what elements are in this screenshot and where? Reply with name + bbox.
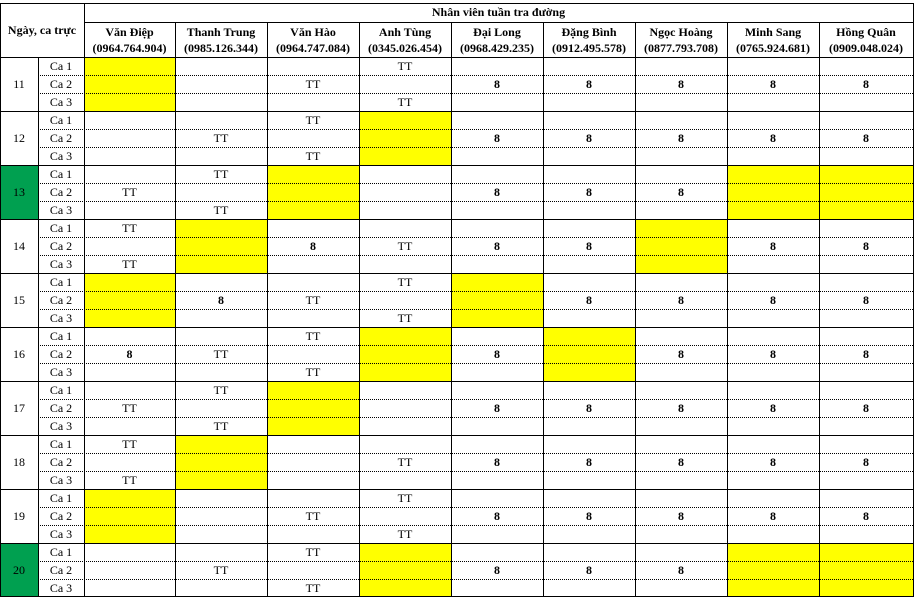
duty-cell: 8 (494, 238, 500, 253)
duty-cell: 8 (863, 76, 869, 91)
dotted-line (38, 147, 913, 148)
shift-label: Ca 3 (49, 94, 73, 109)
shift-label: Ca 2 (49, 184, 73, 199)
staff-name: Thanh Trung (186, 24, 256, 39)
duty-cell: 8 (586, 454, 592, 469)
off-day-block (727, 543, 819, 597)
day-separator (0, 219, 914, 220)
duty-cell: 8 (494, 562, 500, 577)
shift-label: Ca 2 (49, 400, 73, 415)
dotted-line (38, 453, 913, 454)
day-separator (0, 165, 914, 166)
day-separator (0, 596, 914, 597)
staff-phone: (0877.793.708) (644, 40, 718, 55)
shift-label: Ca 2 (49, 292, 73, 307)
duty-cell: 8 (494, 346, 500, 361)
dotted-line (38, 561, 913, 562)
left-border (0, 3, 1, 597)
day-separator (0, 327, 914, 328)
staff-header-8 (727, 22, 819, 57)
staff-header-5 (451, 22, 543, 57)
shift-label: Ca 3 (49, 418, 73, 433)
duty-cell: TT (213, 202, 229, 217)
shift-label: Ca 3 (49, 580, 73, 595)
duty-cell: TT (397, 526, 413, 541)
staff-phone: (0968.429.235) (460, 40, 534, 55)
duty-cell: 8 (678, 292, 684, 307)
duty-cell: 8 (586, 130, 592, 145)
staff-phone: (0964.747.084) (276, 40, 350, 55)
dotted-line (38, 525, 913, 526)
staff-name: Ngọc Hoàng (649, 24, 713, 39)
duty-cell: TT (305, 544, 321, 559)
day-separator (0, 57, 914, 58)
duty-cell: TT (305, 364, 321, 379)
shift-label: Ca 1 (49, 490, 73, 505)
day-cell-16: 16 (13, 346, 25, 361)
shift-label: Ca 1 (49, 382, 73, 397)
staff-name: Đặng Bình (561, 24, 617, 39)
staff-phone: (0345.026.454) (368, 40, 442, 55)
duty-cell: 8 (770, 238, 776, 253)
duty-cell: TT (305, 292, 321, 307)
duty-cell: TT (305, 580, 321, 595)
duty-cell: TT (122, 472, 137, 487)
duty-cell: 8 (586, 562, 592, 577)
duty-cell: 8 (863, 454, 869, 469)
off-day-block (359, 327, 451, 381)
corner-header: Ngày, ca trực (7, 22, 77, 37)
duty-cell: 8 (494, 76, 500, 91)
duty-cell: TT (122, 184, 137, 199)
off-day-block (819, 165, 913, 219)
staff-phone: (0765.924.681) (736, 40, 810, 55)
dotted-line (38, 255, 913, 256)
duty-cell: 8 (494, 400, 500, 415)
day-separator (0, 489, 914, 490)
shift-label: Ca 1 (49, 220, 73, 235)
shift-label: Ca 3 (49, 472, 73, 487)
day-cell-19: 19 (13, 508, 25, 523)
shift-label: Ca 1 (49, 436, 73, 451)
shift-label: Ca 2 (49, 76, 73, 91)
shift-label: Ca 2 (49, 130, 73, 145)
staff-name: Văn Điệp (105, 24, 154, 39)
dotted-line (38, 399, 913, 400)
duty-cell: 8 (586, 400, 592, 415)
duty-cell: 8 (863, 346, 869, 361)
duty-cell: TT (213, 382, 229, 397)
staff-header-4 (359, 22, 451, 57)
staff-name: Đại Long (473, 24, 521, 39)
shift-label: Ca 1 (49, 544, 73, 559)
staff-name: Minh Sang (744, 24, 802, 39)
duty-cell: 8 (494, 130, 500, 145)
header-divider (84, 22, 914, 23)
staff-header-2 (175, 22, 267, 57)
dotted-line (38, 417, 913, 418)
dotted-line (38, 93, 913, 94)
shift-label: Ca 2 (49, 346, 73, 361)
dotted-line (38, 471, 913, 472)
duty-cell: 8 (586, 76, 592, 91)
duty-cell: 8 (586, 508, 592, 523)
dotted-line (38, 75, 913, 76)
off-day-block (635, 219, 727, 273)
group-header: Nhân viên tuần tra đường (431, 5, 566, 19)
duty-cell: 8 (770, 292, 776, 307)
duty-cell: TT (397, 274, 413, 289)
staff-header-1 (84, 22, 175, 57)
staff-name: Hồng Quân (836, 24, 896, 39)
day-cell-14: 14 (13, 238, 25, 253)
day-separator (0, 543, 914, 544)
table-top-border (0, 3, 914, 4)
duty-cell: 8 (678, 508, 684, 523)
duty-cell: TT (397, 454, 413, 469)
staff-header-3 (267, 22, 359, 57)
staff-name: Văn Hào (290, 24, 336, 39)
duty-cell: 8 (678, 184, 684, 199)
duty-cell: 8 (770, 130, 776, 145)
shift-label: Ca 2 (49, 562, 73, 577)
day-cell-20: 20 (0, 543, 38, 597)
duty-cell: TT (213, 418, 229, 433)
dotted-line (38, 579, 913, 580)
duty-cell: TT (397, 58, 413, 73)
off-day-block (267, 165, 359, 219)
shift-label: Ca 1 (49, 58, 73, 73)
duty-cell: TT (305, 328, 321, 343)
off-day-block (727, 165, 819, 219)
shift-label: Ca 3 (49, 526, 73, 541)
dotted-line (38, 237, 913, 238)
duty-cell: TT (397, 238, 413, 253)
duty-cell: 8 (494, 184, 500, 199)
staff-phone: (0985.126.344) (184, 40, 258, 55)
off-day-block (84, 57, 175, 111)
off-day-block (175, 219, 267, 273)
staff-phone: (0912.495.578) (552, 40, 626, 55)
shift-label: Ca 3 (49, 364, 73, 379)
off-day-block (84, 489, 175, 543)
dotted-line (38, 363, 913, 364)
shift-label: Ca 2 (49, 238, 73, 253)
off-day-block (451, 273, 543, 327)
duty-cell: 8 (770, 76, 776, 91)
duty-cell: 8 (678, 400, 684, 415)
duty-cell: TT (397, 94, 413, 109)
dotted-line (38, 129, 913, 130)
off-day-block (543, 327, 635, 381)
dotted-line (38, 201, 913, 202)
duty-cell: TT (305, 76, 321, 91)
staff-header-9 (819, 22, 913, 57)
staff-phone: (0909.048.024) (829, 40, 903, 55)
shift-label: Ca 1 (49, 112, 73, 127)
duty-cell: TT (397, 490, 413, 505)
duty-cell: TT (305, 148, 321, 163)
duty-cell: 8 (770, 508, 776, 523)
duty-cell: TT (122, 436, 137, 451)
day-cell-13: 13 (0, 165, 38, 219)
staff-name: Anh Tùng (378, 24, 432, 39)
duty-cell: 8 (586, 238, 592, 253)
shift-label: Ca 1 (49, 166, 73, 181)
off-day-block (359, 111, 451, 165)
day-cell-18: 18 (13, 454, 25, 469)
duty-cell: 8 (863, 508, 869, 523)
day-cell-17: 17 (13, 400, 25, 415)
duty-cell: 8 (218, 292, 224, 307)
day-cell-11: 11 (13, 76, 25, 91)
duty-cell: 8 (770, 454, 776, 469)
off-day-block (175, 435, 267, 489)
duty-cell: 8 (863, 238, 869, 253)
duty-cell: TT (213, 130, 229, 145)
shift-label: Ca 1 (49, 274, 73, 289)
day-cell-15: 15 (13, 292, 25, 307)
duty-cell: 8 (678, 562, 684, 577)
duty-cell: 8 (678, 76, 684, 91)
shift-label: Ca 2 (49, 508, 73, 523)
duty-cell: TT (122, 256, 137, 271)
dotted-line (38, 291, 913, 292)
day-separator (0, 273, 914, 274)
duty-cell: 8 (678, 346, 684, 361)
duty-cell: 8 (586, 184, 592, 199)
duty-cell: TT (122, 400, 137, 415)
shift-label: Ca 3 (49, 148, 73, 163)
duty-cell: 8 (863, 400, 869, 415)
duty-cell: TT (122, 220, 137, 235)
day-separator (0, 111, 914, 112)
duty-cell: TT (213, 562, 229, 577)
day-separator (0, 381, 914, 382)
off-day-block (267, 381, 359, 435)
duty-cell: 8 (770, 346, 776, 361)
shift-label: Ca 1 (49, 328, 73, 343)
day-cell-12: 12 (13, 130, 25, 145)
duty-cell: 8 (494, 454, 500, 469)
duty-cell: 8 (770, 400, 776, 415)
staff-phone: (0964.764.904) (92, 40, 167, 55)
duty-cell: 8 (678, 454, 684, 469)
shift-label: Ca 3 (49, 310, 73, 325)
duty-cell: TT (213, 166, 229, 181)
shift-label: Ca 3 (49, 256, 73, 271)
shift-label: Ca 3 (49, 202, 73, 217)
shift-label: Ca 2 (49, 454, 73, 469)
dotted-line (38, 507, 913, 508)
duty-cell: 8 (310, 238, 316, 253)
off-day-block (819, 543, 913, 597)
off-day-block (84, 273, 175, 327)
staff-header-7 (635, 22, 727, 57)
dotted-line (38, 183, 913, 184)
duty-cell: 8 (863, 292, 869, 307)
duty-cell: 8 (586, 292, 592, 307)
duty-cell: 8 (678, 130, 684, 145)
duty-cell: 8 (494, 508, 500, 523)
staff-header-6 (543, 22, 635, 57)
duty-cell: TT (213, 346, 229, 361)
duty-cell: TT (305, 508, 321, 523)
duty-cell: TT (305, 112, 321, 127)
duty-cell: TT (397, 310, 413, 325)
duty-cell: 8 (863, 130, 869, 145)
duty-cell: 8 (126, 346, 133, 361)
off-day-block (359, 543, 451, 597)
day-separator (0, 435, 914, 436)
dotted-line (38, 345, 913, 346)
dotted-line (38, 309, 913, 310)
